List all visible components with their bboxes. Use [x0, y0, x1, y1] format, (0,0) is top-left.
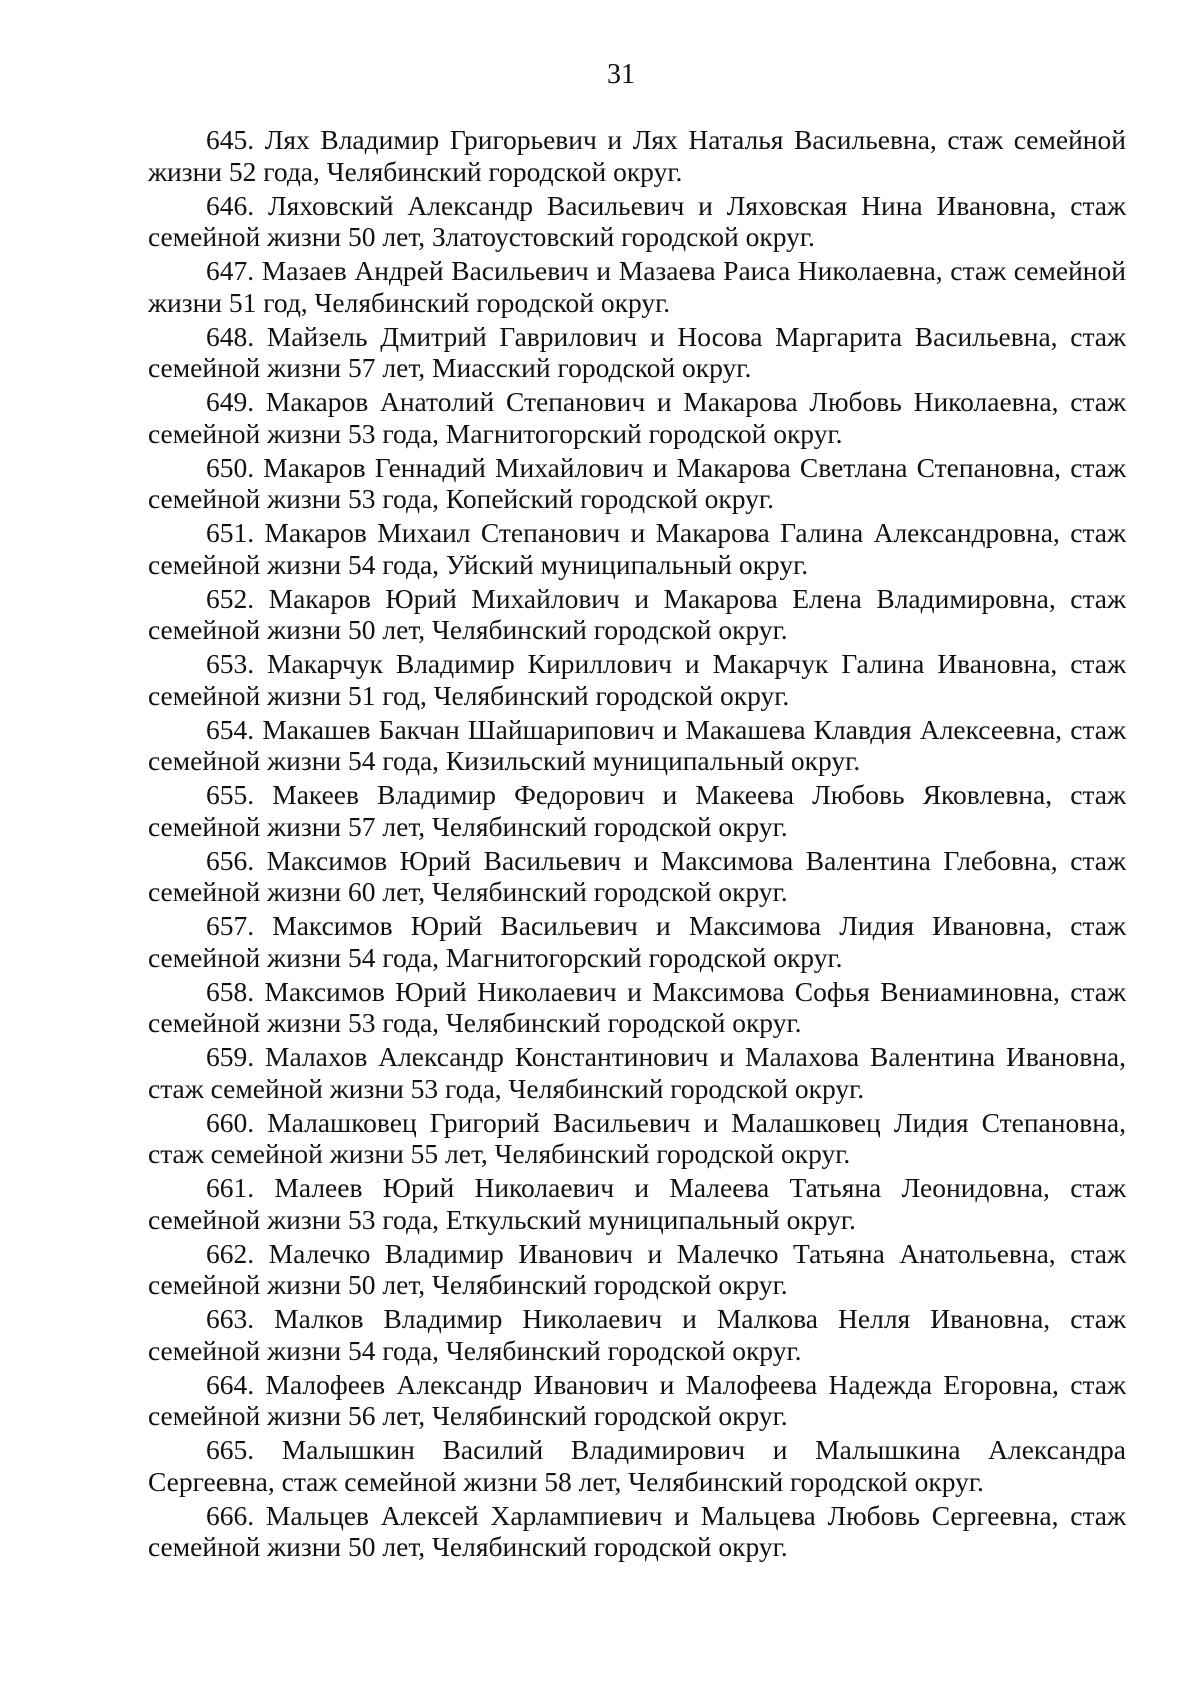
list-item: 647. Мазаев Андрей Васильевич и Мазаева Раиса Николаевна, стаж семейной жизни 51 год, Челябинский городской округ.: [148, 255, 1126, 318]
list-item: 652. Макаров Юрий Михайлович и Макарова Елена Владимировна, стаж семейной жизни 50 лет, Челябинский городской округ.: [148, 582, 1126, 645]
list-item: 645. Лях Владимир Григорьевич и Лях Наталья Васильевна, стаж семейной жизни 52 года, Челябинский городской округ.: [148, 124, 1126, 187]
list-item: 657. Максимов Юрий Васильевич и Максимова Лидия Ивановна, стаж семейной жизни 54 года, Магнитогорский городской округ.: [148, 910, 1126, 973]
list-item: 664. Малофеев Александр Иванович и Малофеева Надежда Егоровна, стаж семейной жизни 56 лет, Челябинский городской округ.: [148, 1368, 1126, 1431]
page-number: 31: [607, 59, 635, 90]
list-item: 653. Макарчук Владимир Кириллович и Макарчук Галина Ивановна, стаж семейной жизни 51 год, Челябинский городской округ.: [148, 648, 1126, 711]
list-item: 655. Макеев Владимир Федорович и Макеева Любовь Яковлевна, стаж семейной жизни 57 лет, Челябинский городской округ.: [148, 779, 1126, 842]
list-item: 661. Малеев Юрий Николаевич и Малеева Татьяна Леонидовна, стаж семейной жизни 53 года, Еткульский муниципальный округ.: [148, 1172, 1126, 1235]
list-item: 663. Малков Владимир Николаевич и Малкова Нелля Ивановна, стаж семейной жизни 54 года, Челябинский городской округ.: [148, 1303, 1126, 1366]
entries-list: [148, 124, 1126, 1565]
list-item: 658. Максимов Юрий Николаевич и Максимова Софья Вениаминовна, стаж семейной жизни 53 года, Челябинский городской округ.: [148, 975, 1126, 1038]
list-item: 660. Малашковец Григорий Васильевич и Малашковец Лидия Степановна, стаж семейной жизни 55 лет, Челябинский городской округ.: [148, 1106, 1126, 1169]
list-item: 648. Майзель Дмитрий Гаврилович и Носова Маргарита Васильевна, стаж семейной жизни 57 лет, Миасский городской округ.: [148, 320, 1126, 383]
list-item: 659. Малахов Александр Константинович и Малахова Валентина Ивановна, стаж семейной жизни 53 года, Челябинский городской округ.: [148, 1041, 1126, 1104]
list-item: 656. Максимов Юрий Васильевич и Максимова Валентина Глебовна, стаж семейной жизни 60 лет, Челябинский городской округ.: [148, 844, 1126, 907]
list-item: 651. Макаров Михаил Степанович и Макарова Галина Александровна, стаж семейной жизни 54 года, Уйский муниципальный округ.: [148, 517, 1126, 580]
list-item: 646. Ляховский Александр Васильевич и Ляховская Нина Ивановна, стаж семейной жизни 50 лет, Златоустовский городской округ.: [148, 189, 1126, 252]
list-item: 666. Мальцев Алексей Харлампиевич и Мальцева Любовь Сергеевна, стаж семейной жизни 50 лет, Челябинский городской округ.: [148, 1499, 1126, 1562]
list-item: 649. Макаров Анатолий Степанович и Макарова Любовь Николаевна, стаж семейной жизни 53 года, Магнитогорский городской округ.: [148, 386, 1126, 449]
list-item: 665. Малышкин Василий Владимирович и Малышкина Александра Сергеевна, стаж семейной жизни 58 лет, Челябинский городской округ.: [148, 1434, 1126, 1497]
list-item: 662. Малечко Владимир Иванович и Малечко Татьяна Анатольевна, стаж семейной жизни 50 лет, Челябинский городской округ.: [148, 1237, 1126, 1300]
list-item: 650. Макаров Геннадий Михайлович и Макарова Светлана Степановна, стаж семейной жизни 53 года, Копейский городской округ.: [148, 451, 1126, 514]
list-item: 654. Макашев Бакчан Шайшарипович и Макашева Клавдия Алексеевна, стаж семейной жизни 54 года, Кизильский муниципальный округ.: [148, 713, 1126, 776]
